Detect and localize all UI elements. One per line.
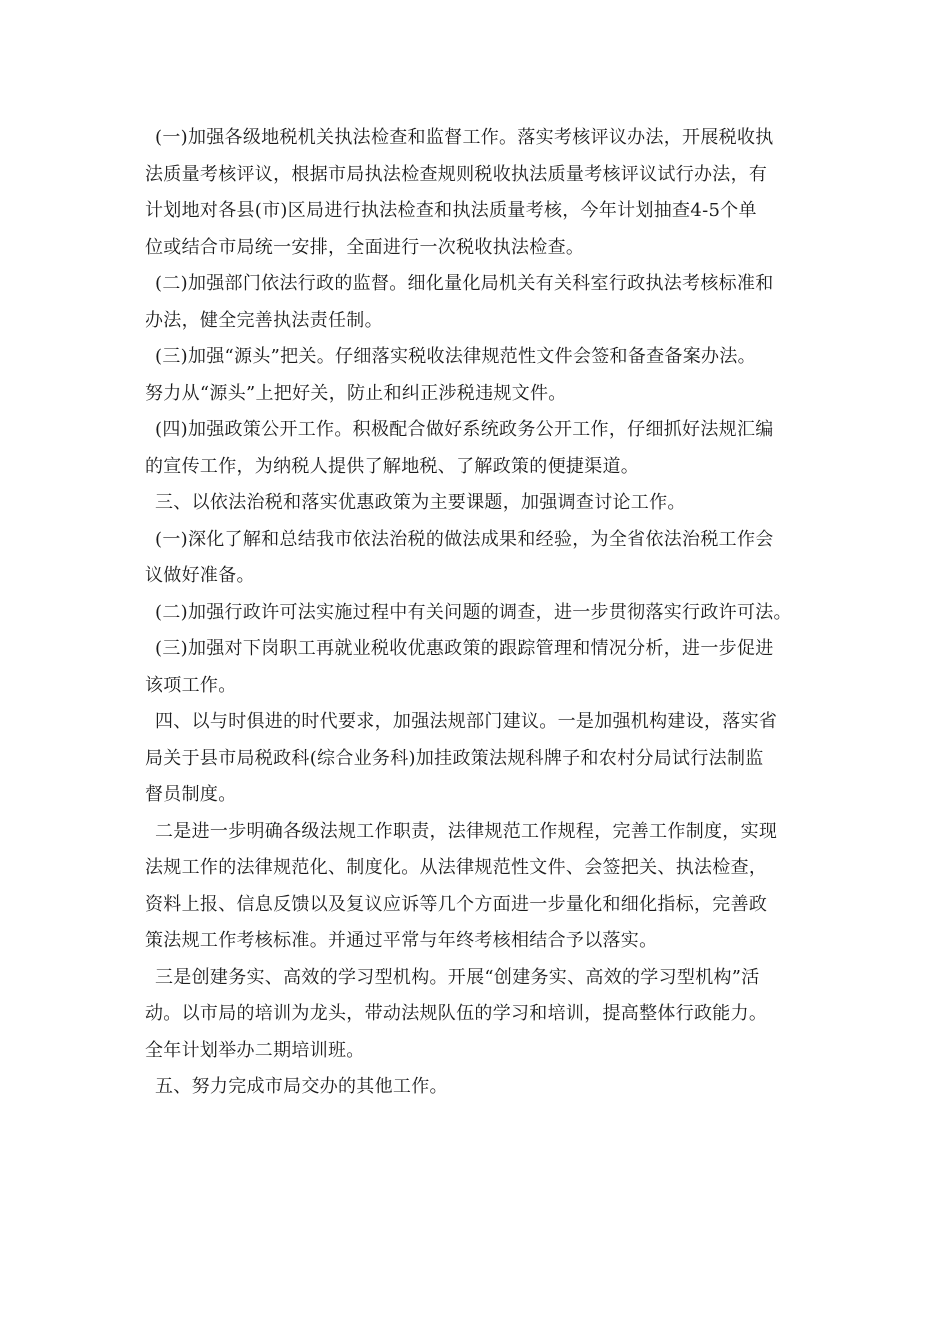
- text-line: 动。以市局的培训为龙头，带动法规队伍的学习和培训，提高整体行政能力。: [145, 1003, 768, 1024]
- text-line: (四)加强政策公开工作。积极配合做好系统政务公开工作，仔细抓好法规汇编: [155, 419, 774, 440]
- text-line: (三)加强“源头”把关。仔细落实税收法律规范性文件会签和备查备案办法。: [155, 346, 756, 367]
- text-line: 全年计划举办二期培训班。: [145, 1039, 365, 1061]
- text-line: 议做好准备。: [145, 565, 255, 586]
- text-line: 的宣传工作，为纳税人提供了解地税、了解政策的便捷渠道。: [145, 455, 640, 477]
- text-line: 五、努力完成市局交办的其他工作。: [155, 1076, 448, 1097]
- text-line: (三)加强对下岗职工再就业税收优惠政策的跟踪管理和情况分析，进一步促进: [155, 638, 774, 659]
- text-line: 二是进一步明确各级法规工作职责，法律规范工作规程，完善工作制度，实现: [155, 820, 778, 842]
- text-line: (二)加强部门依法行政的监督。细化量化局机关有关科室行政执法考核标准和: [155, 273, 774, 294]
- text-line: 策法规工作考核标准。并通过平常与年终考核相结合予以落实。: [145, 930, 658, 951]
- text-line: 法规工作的法律规范化、制度化。从法律规范性文件、会签把关、执法检查，: [145, 857, 768, 878]
- text-line: 资料上报、信息反馈以及复议应诉等几个方面进一步量化和细化指标，完善政: [145, 893, 768, 915]
- text-line: 三是创建务实、高效的学习型机构。开展“创建务实、高效的学习型机构”活: [155, 966, 760, 988]
- text-line: 三、以依法治税和落实优惠政策为主要课题，加强调查讨论工作。: [155, 492, 686, 513]
- text-line: (二)加强行政许可法实施过程中有关问题的调查，进一步贯彻落实行政许可法。: [155, 601, 792, 623]
- text-line: 局关于县市局税政科(综合业务科)加挂政策法规科牌子和农村分局试行法制监: [145, 747, 764, 769]
- text-line: 四、以与时俱进的时代要求，加强法规部门建议。一是加强机构建设，落实省: [155, 711, 778, 732]
- text-line: 计划地对各县(市)区局进行执法检查和执法质量考核，今年计划抽查4-5个单: [145, 200, 757, 221]
- text-line: (一)加强各级地税机关执法检查和监督工作。落实考核评议办法，开展税收执: [155, 127, 774, 148]
- text-line: 位或结合市局统一安排，全面进行一次税收执法检查。: [145, 236, 585, 258]
- text-line: 办法，健全完善执法责任制。: [145, 309, 383, 331]
- text-line: (一)深化了解和总结我市依法治税的做法成果和经验，为全省依法治税工作会: [155, 528, 774, 550]
- text-line: 法质量考核评议，根据市局执法检查规则税收执法质量考核评议试行办法，有: [145, 163, 768, 185]
- text-line: 督员制度。: [145, 784, 237, 805]
- text-line: 该项工作。: [145, 674, 237, 696]
- document-body: [145, 120, 825, 1106]
- text-line: 努力从“源头”上把好关，防止和纠正涉税违规文件。: [145, 382, 567, 404]
